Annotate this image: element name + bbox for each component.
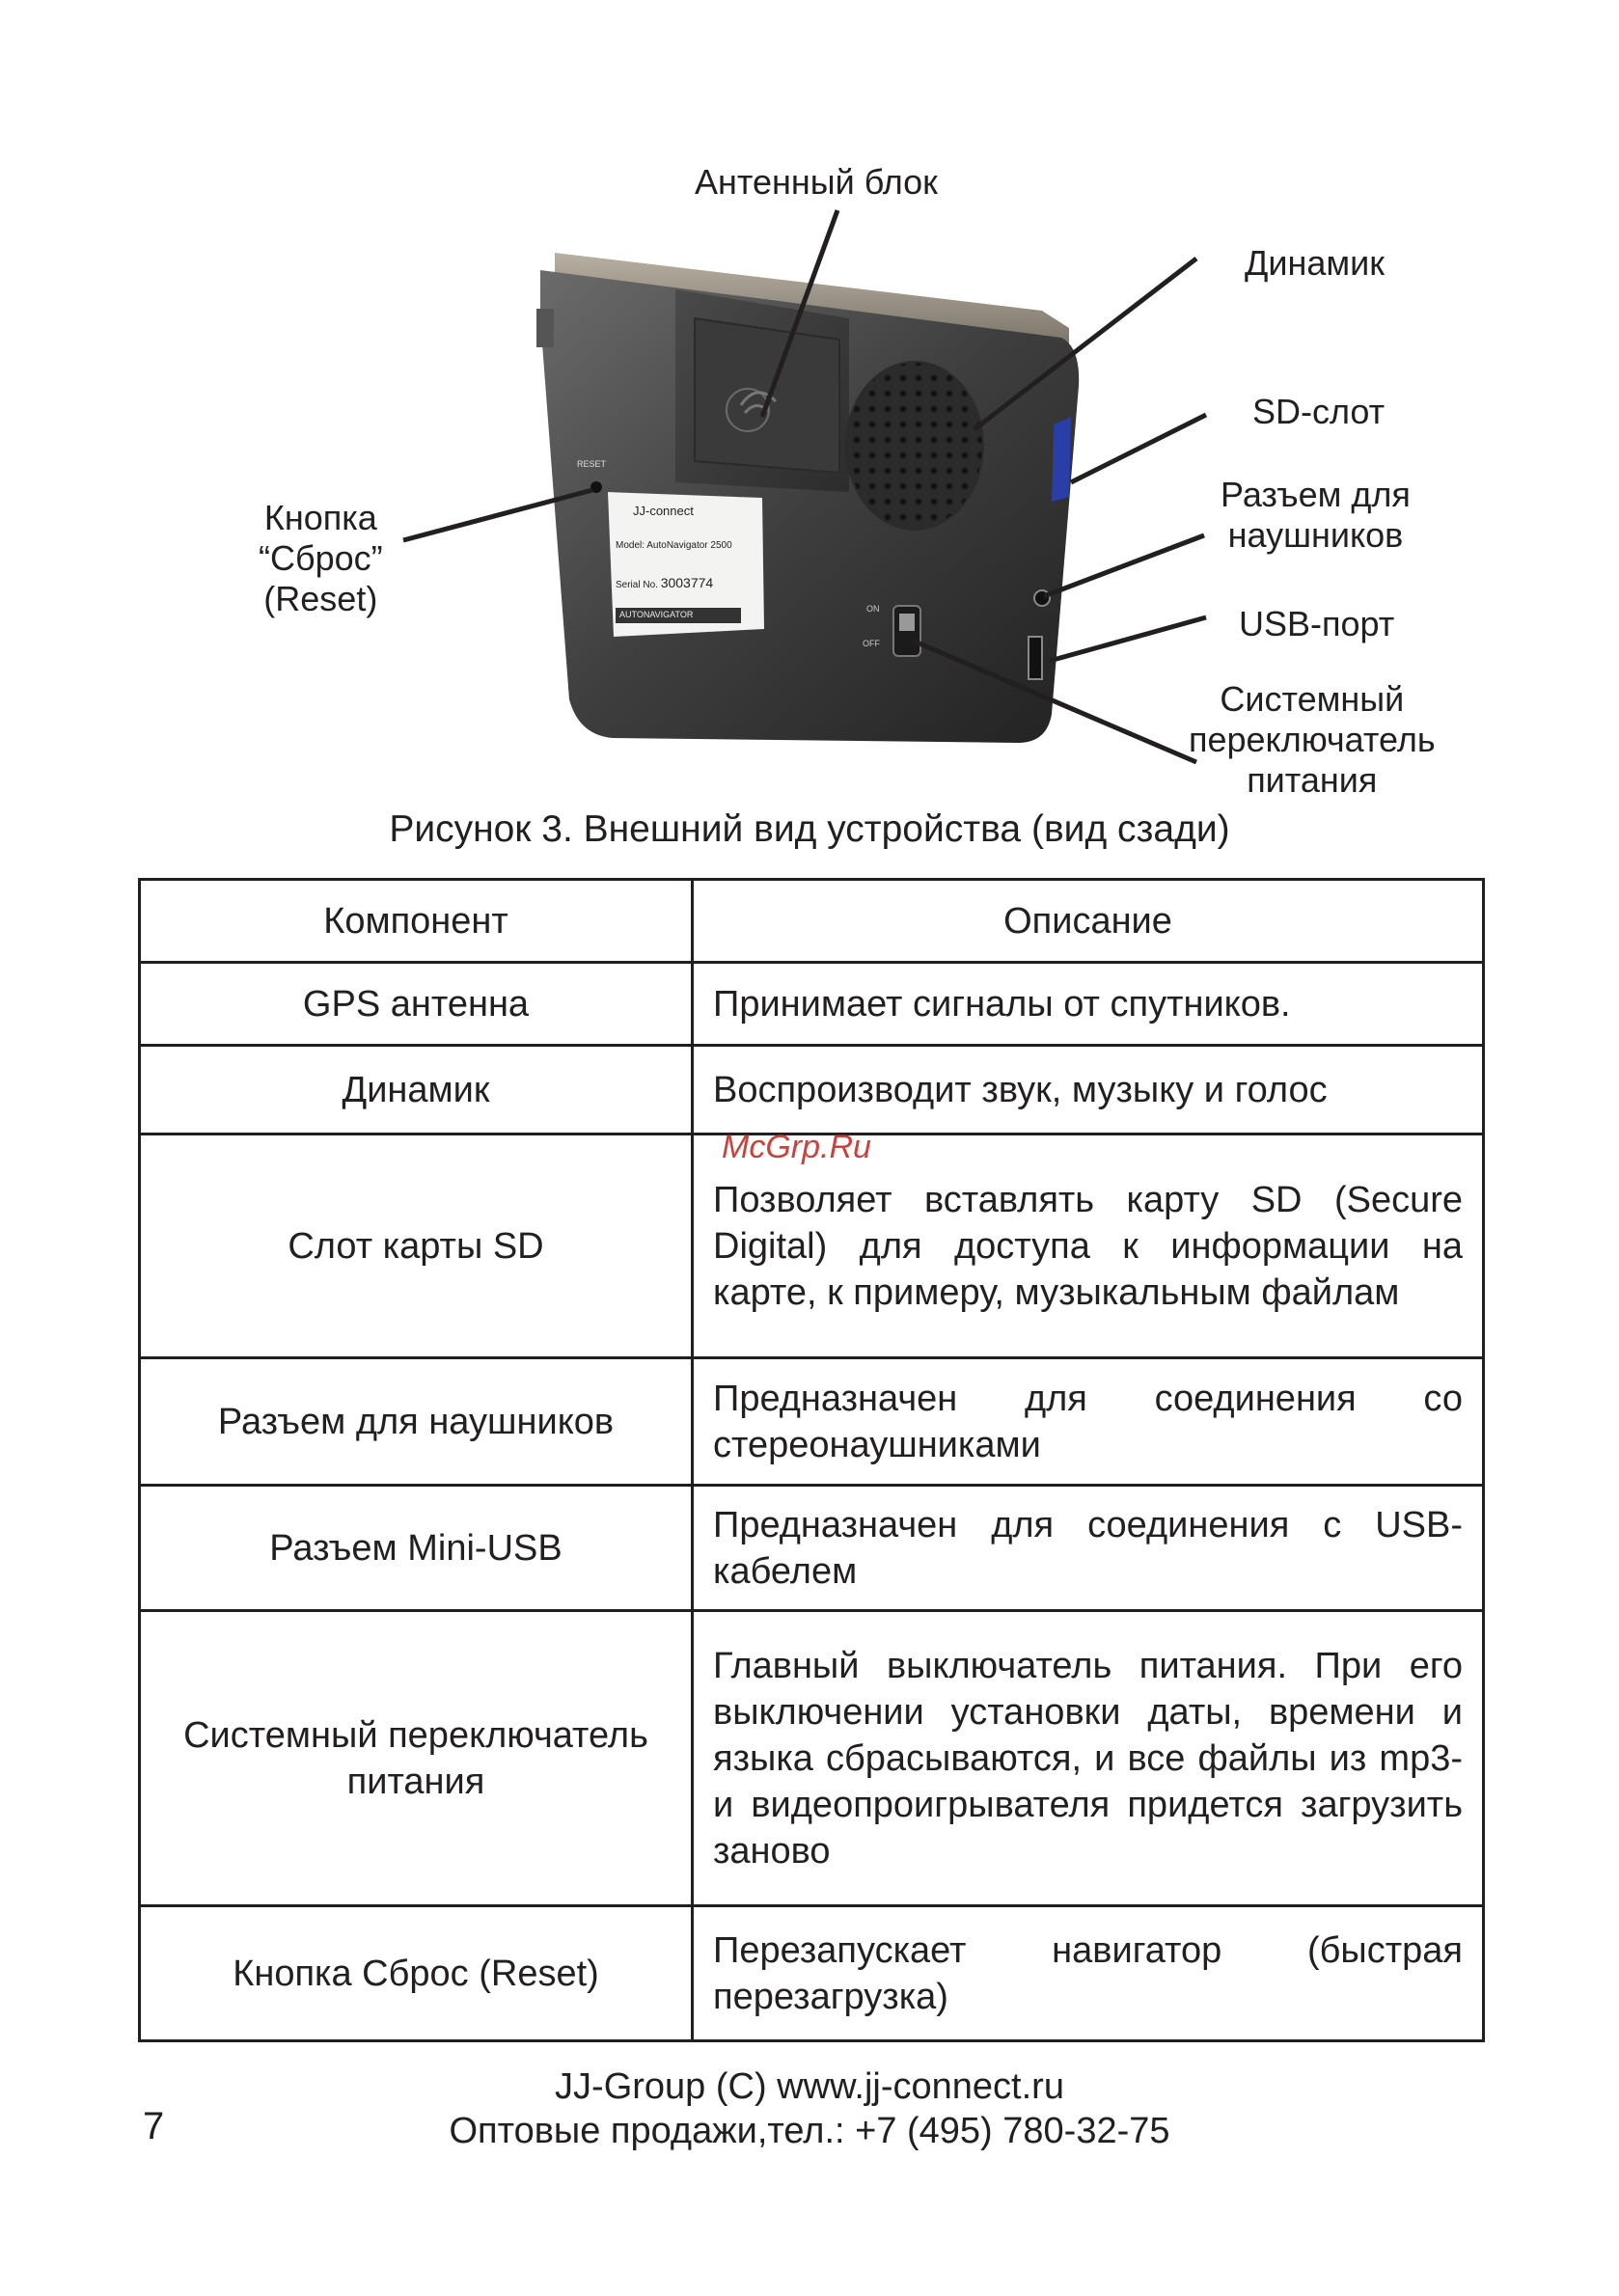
callout-power-switch (1189, 679, 1436, 801)
page-number: 7 (143, 2105, 165, 2147)
footer-phone: Оптовые продажи,тел.: +7 (495) 780-32-75 (449, 2111, 1170, 2151)
row-component: Динамик (140, 1046, 693, 1134)
callout-power-line2: переключатель (1189, 720, 1436, 759)
callout-headphones (1221, 475, 1411, 556)
serial-value: 3003774 (660, 575, 714, 590)
table-row (140, 1486, 1484, 1611)
device-off-label: OFF (863, 639, 880, 648)
device-serial-label (616, 575, 713, 590)
table-header-row (140, 880, 1484, 963)
watermark: McGrp.Ru (722, 1129, 871, 1165)
row-description: Главный выключатель питания. При его выключении установки даты, времени и языка сбрасываются, и все файлы из mp3- и видеопроигрывателя придется загрузить заново (693, 1611, 1484, 1906)
callout-headphones-line2: наушников (1227, 515, 1404, 555)
row-description: Позволяет вставлять карту SD (Secure Digital) для доступа к информации на карте, к примеру, музыкальным файлам (693, 1134, 1484, 1358)
callout-speaker: Динамик (1245, 243, 1386, 283)
callout-reset (259, 498, 383, 619)
component-table (138, 878, 1485, 2042)
header-component: Компонент (140, 880, 693, 963)
table-row (140, 963, 1484, 1046)
callout-sd-slot: SD-слот (1252, 392, 1386, 431)
row-description: Воспроизводит звук, музыку и голос (693, 1046, 1484, 1134)
header-description: Описание (693, 880, 1484, 963)
row-component: Слот карты SD (140, 1134, 693, 1358)
table-row (140, 1906, 1484, 2041)
device-brand-label: JJ-connect (633, 504, 694, 518)
callout-power-line1: Системный (1220, 679, 1405, 719)
row-description: Принимает сигналы от спутников. (693, 963, 1484, 1046)
row-description: Предназначен для соединения с USB-кабелем (693, 1486, 1484, 1611)
table-row (140, 1611, 1484, 1906)
row-component: Системный переключатель питания (140, 1611, 693, 1906)
callout-antenna: Антенный блок (695, 162, 938, 202)
row-component: Кнопка Сброс (Reset) (140, 1906, 693, 2041)
device-reset-label: RESET (577, 459, 607, 469)
callout-power-line3: питания (1247, 760, 1378, 800)
table-row (140, 1046, 1484, 1134)
callout-reset-line3: (Reset) (263, 579, 378, 618)
row-description: Перезапускает навигатор (быстрая перезагрузка) (693, 1906, 1484, 2041)
device-autonavigator-label: AUTONAVIGATOR (619, 610, 694, 619)
table-row (140, 1358, 1484, 1486)
device-on-label: ON (866, 604, 880, 614)
callout-headphones-line1: Разъем для (1221, 475, 1411, 514)
row-component: GPS антенна (140, 963, 693, 1046)
figure-caption: Рисунок 3. Внешний вид устройства (вид сзади) (389, 808, 1230, 850)
serial-label: Serial No. (616, 580, 658, 590)
device-model-label: Model: AutoNavigator 2500 (616, 540, 732, 551)
table-row (140, 1134, 1484, 1358)
row-component: Разъем Mini-USB (140, 1486, 693, 1611)
row-component: Разъем для наушников (140, 1358, 693, 1486)
callout-reset-line2: “Сброс” (259, 538, 383, 578)
callout-usb: USB-порт (1239, 604, 1395, 643)
footer-copyright: JJ-Group (C) www.jj-connect.ru (555, 2066, 1064, 2107)
callout-reset-line1: Кнопка (263, 498, 377, 537)
row-description: Предназначен для соединения со стереонаушниками (693, 1358, 1484, 1486)
